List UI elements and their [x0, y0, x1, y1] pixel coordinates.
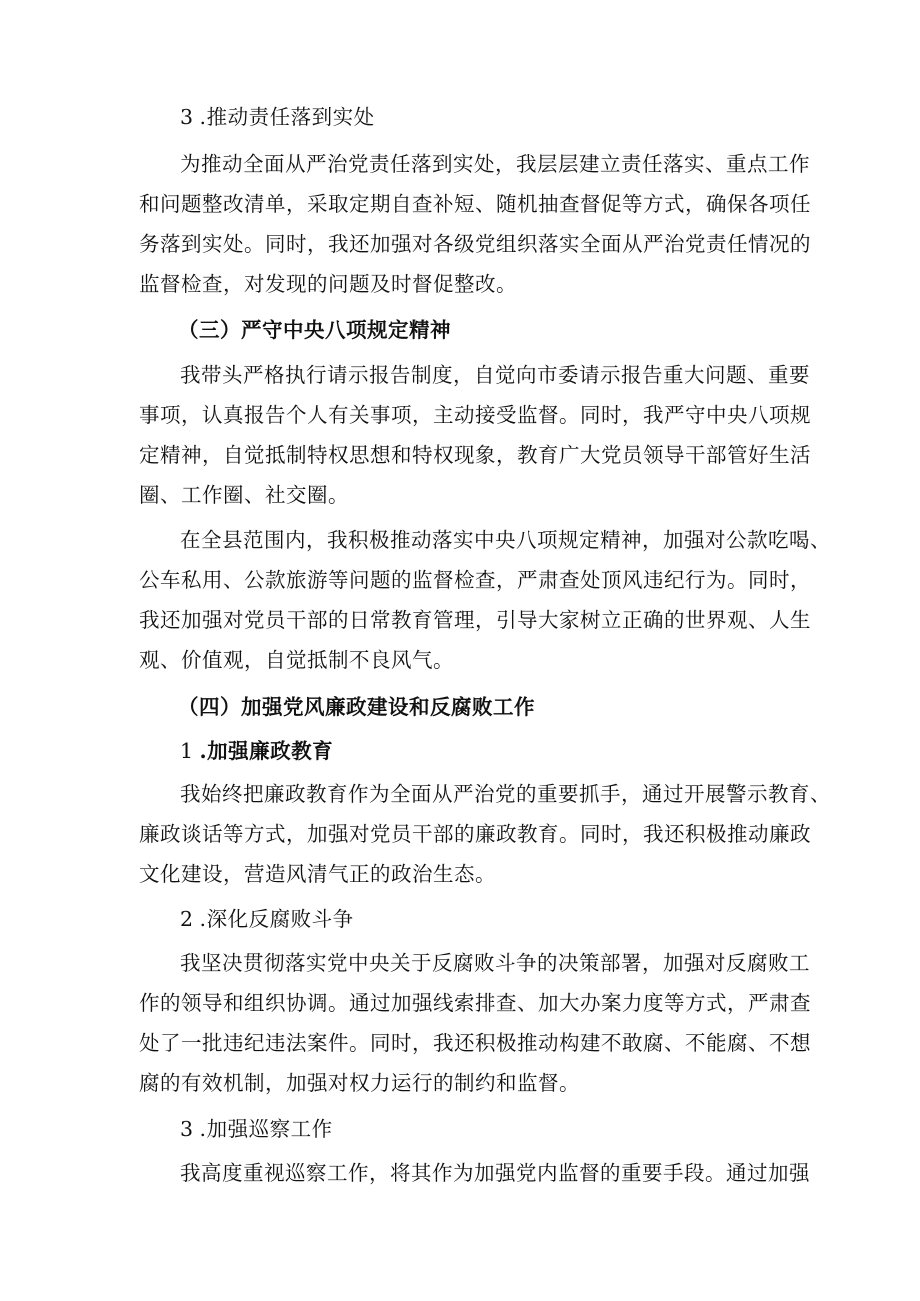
- subheading-3-inspection: [180, 1119, 333, 1140]
- paragraph-line: 为推动全面从严治党责任落到实处，我层层建立责任落实、重点工作: [180, 152, 810, 176]
- paragraph-line: 圈、工作圈、社交圈。: [139, 483, 349, 507]
- subheading-number: 3: [180, 1117, 194, 1141]
- paragraph-line: 务落到实处。同时，我还加强对各级党组织落实全面从严治党责任情况的: [139, 232, 811, 256]
- section-heading-3: （三）严守中央八项规定精神: [178, 318, 451, 342]
- paragraph-line: 事项，认真报告个人有关事项，主动接受监督。同时，我严守中央八项规: [139, 403, 811, 427]
- paragraph-line: 观、价值观，自觉抵制不良风气。: [139, 648, 454, 672]
- paragraph-line: 和问题整改清单，采取定期自查补短、随机抽查督促等方式，确保各项任: [139, 192, 811, 216]
- subheading-number: 1: [180, 739, 194, 763]
- paragraph-line: 监督检查，对发现的问题及时督促整改。: [139, 272, 517, 296]
- paragraph-line: 我高度重视巡察工作，将其作为加强党内监督的重要手段。通过加强: [180, 1161, 810, 1185]
- paragraph-line: 我带头严格执行请示报告制度，自觉向市委请示报告重大问题、重要: [180, 363, 810, 387]
- paragraph-line: 在全县范围内，我积极推动落实中央八项规定精神，加强对公款吃喝、: [180, 528, 831, 552]
- subheading-number: 3: [180, 105, 194, 129]
- paragraph-line: 腐的有效机制，加强对权力运行的制约和监督。: [139, 1071, 580, 1095]
- subheading-3-responsibility: [180, 107, 375, 128]
- subheading-1-integrity-education: [180, 741, 333, 762]
- subheading-text: .深化反腐败斗争: [199, 907, 354, 931]
- subheading-2-anti-corruption: [180, 909, 354, 930]
- paragraph-line: 文化建设，营造风清气正的政治生态。: [139, 862, 496, 886]
- paragraph-line: 处了一批违纪违法案件。同时，我还积极推动构建不敢腐、不能腐、不想: [139, 1031, 811, 1055]
- subheading-text: .加强巡察工作: [199, 1117, 333, 1141]
- subheading-number: 2: [180, 907, 194, 931]
- paragraph-line: 定精神，自觉抵制特权思想和特权现象，教育广大党员领导干部管好生活: [139, 443, 811, 467]
- paragraph-line: 公车私用、公款旅游等问题的监督检查，严肃查处顶风违纪行为。同时，: [139, 568, 811, 592]
- paragraph-line: 我始终把廉政教育作为全面从严治党的重要抓手，通过开展警示教育、: [180, 782, 831, 806]
- paragraph-line: 我还加强对党员干部的日常教育管理，引导大家树立正确的世界观、人生: [139, 608, 811, 632]
- paragraph-line: 廉政谈话等方式，加强对党员干部的廉政教育。同时，我还积极推动廉政: [139, 822, 811, 846]
- paragraph-line: 作的领导和组织协调。通过加强线索排查、加大办案力度等方式，严肃查: [139, 991, 811, 1015]
- section-heading-4: （四）加强党风廉政建设和反腐败工作: [178, 695, 535, 719]
- subheading-text: .推动责任落到实处: [199, 105, 375, 129]
- subheading-text: .加强廉政教育: [199, 739, 334, 763]
- paragraph-line: 我坚决贯彻落实党中央关于反腐败斗争的决策部署，加强对反腐败工: [180, 951, 810, 975]
